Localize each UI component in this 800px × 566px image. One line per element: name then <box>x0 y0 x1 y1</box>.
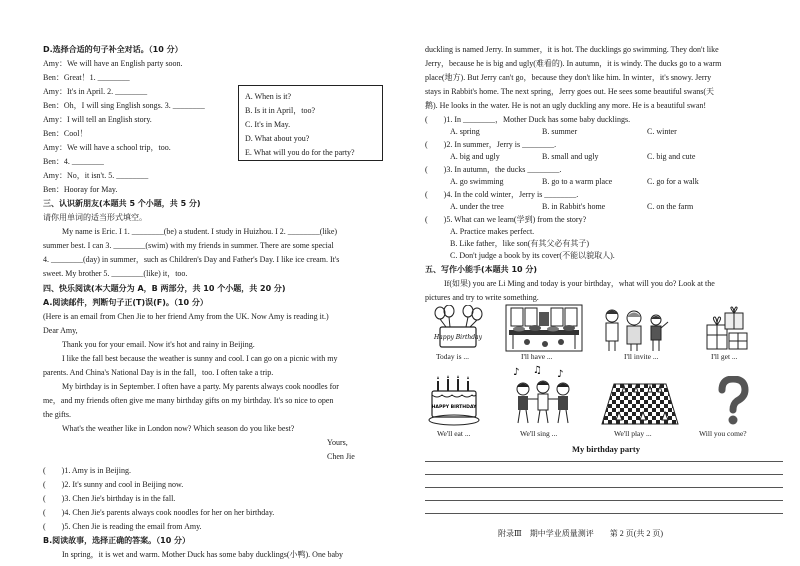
story-question: ( )1. In ________，Mother Duck has some baby ducklings. <box>425 115 631 124</box>
chess-board-picture <box>600 380 680 428</box>
birthday-sign-picture <box>432 305 484 351</box>
section-3-heading: 三、认识新朋友(本题共 5 个小题，共 5 分) <box>43 199 201 208</box>
story-option: C. Don't judge a book by its cover(不能以貌取人). <box>450 251 615 260</box>
tf-question: ( )3. Chen Jie's birthday is in the fall. <box>43 494 176 503</box>
option-a: A. When is it? <box>245 92 292 101</box>
email-line: Thank you for your email. Now it's hot and rainy in Beijing. <box>62 340 255 349</box>
story-option: A. Practice makes perfect. <box>450 227 535 236</box>
dialogue-line: Ben：4. ________ <box>43 157 104 166</box>
story-option: B. summer <box>542 127 578 136</box>
gifts-picture <box>705 305 749 351</box>
email-line: me，and my friends often give me many birthday gifts on my birthday. It's so nice to open <box>43 396 334 405</box>
option-b: B. Is it in April，too? <box>245 106 315 115</box>
email-line: My birthday is in September. I often have a party. My parents always cook noodles for <box>62 382 339 391</box>
page-footer: 附录Ⅲ 期中学业质量测评 第 2 页(共 2 页) <box>498 529 664 538</box>
party-food-picture <box>505 304 583 352</box>
dialogue-line: Ben：Cool！ <box>43 129 88 138</box>
story-option: B. Like father，like son(有其父必有其子) <box>450 239 590 248</box>
story-question: ( )2. In summer，Jerry is ________. <box>425 140 557 149</box>
writing-prompt: pictures and try to write something. <box>425 293 539 302</box>
fill-blank-line: summer best. I can 3. ________(swim) with my friends in summer. There are some special <box>43 241 334 250</box>
story-option: B. go to a warm place <box>542 177 613 186</box>
tf-question: ( )5. Chen Jie is reading the email from Amy. <box>43 522 202 531</box>
email-line: I like the fall best because the weather is sunny and cool. I can go on a picnic with my <box>62 354 338 363</box>
tf-question: ( )4. Chen Jie's parents always cook noodles for her on her birthday. <box>43 508 275 517</box>
fill-blank-line: sweet. My brother 5. ________(like) it，too. <box>43 269 188 278</box>
story-option: C. go for a walk <box>647 177 699 186</box>
story-option: C. big and cute <box>647 152 696 161</box>
section-4-heading: 四、快乐阅读(本大题分为 A，B 两部分，共 10 个小题，共 20 分) <box>43 284 286 293</box>
story-option: A. under the tree <box>450 202 504 211</box>
section-5-heading: 五、写作小能手(本题共 10 分) <box>425 265 538 274</box>
story-line: In spring，it is wet and warm. Mother Duck has some baby ducklings(小鸭). One baby <box>62 550 344 559</box>
email-signature: Chen Jie <box>327 452 355 461</box>
email-closing: Yours, <box>327 438 348 447</box>
story-line: place(地方). But Jerry can't go，because they don't like him. In winter，it's snowy. Jerry <box>425 73 712 82</box>
fill-blank-line: My name is Eric. I 1. ________(be) a student. I study in Huizhou. I 2. ________(like) <box>62 227 338 236</box>
option-e: E. What will you do for the party? <box>245 148 355 157</box>
dialogue-line: Amy：We will have an English party soon. <box>43 59 183 68</box>
story-line: Jerry，because he is big and ugly(难看的). In autumn，it is windy. The ducks go to a warm <box>425 59 722 68</box>
section-d-heading: D.选择合适的句子补全对话。（10 分） <box>43 45 183 54</box>
caption-today: Today is ... <box>436 352 470 361</box>
dialogue-line: Ben：Hooray for May. <box>43 185 118 194</box>
writing-line <box>425 487 783 488</box>
dialogue-line: Amy：We will have a school trip，too. <box>43 143 171 152</box>
story-question: ( )4. In the cold winter，Jerry is ________. <box>425 190 579 199</box>
caption-get: I'll get ... <box>711 352 738 361</box>
birthday-cake-picture <box>428 375 480 427</box>
question-mark-picture <box>715 376 751 426</box>
cake-text: HAPPY BIRTHDAY <box>431 405 477 410</box>
tf-question: ( )2. It's sunny and cool in Beijing now. <box>43 480 184 489</box>
caption-play: We'll play ... <box>614 429 652 438</box>
tf-question: ( )1. Amy is in Beijing. <box>43 466 131 475</box>
invite-friends-picture <box>600 306 672 352</box>
story-line: 鹅). He looks in the water. He is not an ugly duckling any more. He is a beautiful swan! <box>425 101 707 110</box>
dialogue-line: Ben：Great！1. ________ <box>43 73 130 82</box>
svg-text:♫: ♫ <box>533 365 542 376</box>
story-option: B. in Rabbit's home <box>542 202 606 211</box>
options-box <box>238 85 383 161</box>
dialogue-line: Ben：Oh，I will sing English songs. 3. ________ <box>43 101 205 110</box>
part-b-heading: B.阅读故事，选择正确的答案。（10 分） <box>43 536 191 545</box>
writing-line <box>425 461 783 462</box>
writing-prompt: If(如果) you are Li Ming and today is your birthday，what will you do? Look at the <box>444 279 715 288</box>
caption-have: I'll have ... <box>521 352 553 361</box>
dialogue-line: Amy：It's in April. 2. ________ <box>43 87 148 96</box>
story-option: C. winter <box>647 127 677 136</box>
writing-line <box>425 513 783 514</box>
story-option: A. spring <box>450 127 480 136</box>
dialogue-line: Amy：I will tell an English story. <box>43 115 152 124</box>
story-option: A. big and ugly <box>450 152 500 161</box>
story-line: duckling is named Jerry. In summer，it is hot. The ducklings go swimming. They don't like <box>425 45 719 54</box>
story-option: C. on the farm <box>647 202 694 211</box>
section-3-instruction: 请你用单词的适当形式填空。 <box>43 213 147 222</box>
story-option: B. small and ugly <box>542 152 599 161</box>
svg-text:♪: ♪ <box>513 367 520 378</box>
story-option: A. go swimming <box>450 177 504 186</box>
fill-blank-line: 4. ________(day) in summer，such as Children's Day and Father's Day. I like ice cream. It's <box>43 255 340 264</box>
caption-invite: I'll invite ... <box>624 352 659 361</box>
caption-come: Will you come? <box>699 429 747 438</box>
dialogue-line: Amy：No，it isn't. 5. ________ <box>43 171 149 180</box>
caption-sing: We'll sing ... <box>520 429 558 438</box>
story-question: ( )3. In autumn，the ducks ________. <box>425 165 562 174</box>
email-line: the gifts. <box>43 410 71 419</box>
writing-line <box>425 500 783 501</box>
email-greeting: Dear Amy, <box>43 326 78 335</box>
writing-line <box>425 474 783 475</box>
email-line: parents. And China's National Day is in the fall，too. I often take a trip. <box>43 368 274 377</box>
option-d: D. What about you? <box>245 134 310 143</box>
caption-eat: We'll eat ... <box>437 429 471 438</box>
sign-text: Happy Birthday <box>433 334 483 341</box>
story-question: ( )5. What can we learn(学到) from the story? <box>425 215 587 224</box>
option-c: C. It's in May. <box>245 120 291 129</box>
email-line: What's the weather like in London now? Which season do you like best? <box>62 424 295 433</box>
singing-children-picture <box>509 365 577 425</box>
svg-text:♪: ♪ <box>557 369 564 380</box>
email-intro: (Here is an email from Chen Jie to her friend Amy from the UK. Now Amy is reading it.) <box>43 312 329 321</box>
story-line: stays in Rabbit's home. The next spring，Jerry goes out. He sees some beautiful swans(天 <box>425 87 715 96</box>
writing-title: My birthday party <box>572 444 640 454</box>
part-a-heading: A.阅读邮件，判断句子正(T)误(F)。（10 分） <box>43 298 208 307</box>
